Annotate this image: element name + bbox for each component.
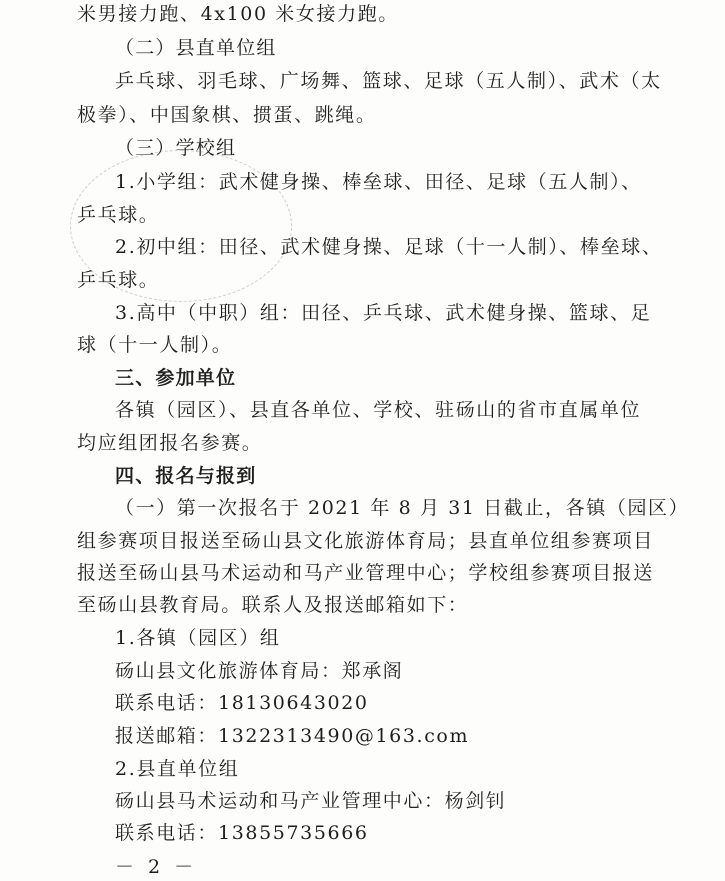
text-line: 1.小学组：武术健身操、棒垒球、田径、足球（五人制）、 [115,171,642,193]
text-line: 砀山县文化旅游体育局：郑承阁 [115,660,404,682]
text-line: 均应组团报名参赛。 [77,432,263,454]
text-line: （一）第一次报名于 2021 年 8 月 31 日截止，各镇（园区） [115,497,690,519]
text-line: 1.各镇（园区）组 [115,627,281,649]
text-line: 米男接力跑、4x100 米女接力跑。 [77,3,399,25]
text-line: 极拳）、中国象棋、掼蛋、跳绳。 [77,104,377,126]
text-line: 砀山县马术运动和马产业管理中心：杨剑钊 [115,790,507,812]
text-line: 乒乓球、羽毛球、广场舞、篮球、足球（五人制）、武术（太 [115,70,662,92]
text-line: 报送至砀山县马术运动和马产业管理中心；学校组参赛项目报送 [77,562,654,584]
text-line: 至砀山县教育局。联系人及报送邮箱如下： [77,594,469,616]
section-heading: 三、参加单位 [115,367,237,389]
section-heading: 四、报名与报到 [115,465,257,487]
text-line: 联系电话：13855735666 [115,822,369,844]
text-line: 组参赛项目报送至砀山县文化旅游体育局；县直单位组参赛项目 [77,530,654,552]
text-line: 联系电话：18130643020 [115,692,369,714]
text-line: 球（十一人制）。 [77,334,233,356]
text-line: 各镇（园区）、县直各单位、学校、驻砀山的省市直属单位 [115,399,642,421]
page-number: － 2 － [115,856,198,878]
section-heading: （二）县直单位组 [115,37,277,59]
section-heading: （三）学校组 [115,137,237,159]
text-line: 报送邮箱：1322313490@163.com [115,725,470,747]
text-line: 3.高中（中职）组：田径、乒乓球、武术健身操、篮球、足 [115,302,652,324]
text-line: 乒乓球。 [77,269,160,291]
text-line: 2.初中组：田径、武术健身操、足球（十一人制）、棒垒球、 [115,236,663,258]
text-line: 乒乓球。 [77,204,160,226]
text-line: 2.县直单位组 [115,758,240,780]
